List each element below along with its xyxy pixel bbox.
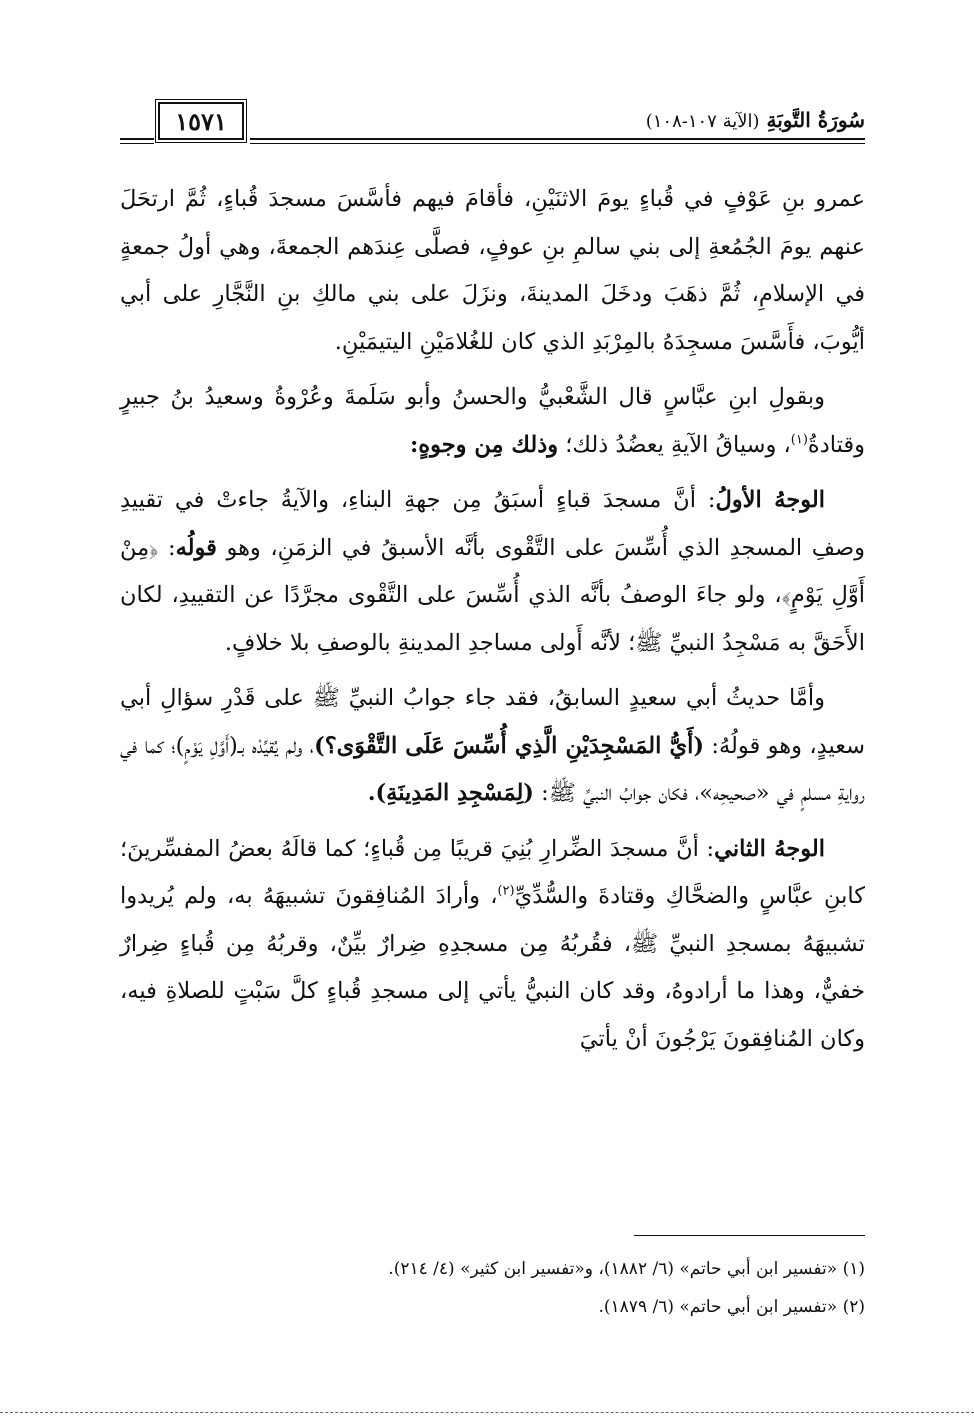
surah-title: سُورَةُ التَّوبَةِ [766,108,865,132]
header-rule-left-thin [120,143,154,144]
header-rule-left [120,138,154,140]
footnotes [120,1250,865,1326]
header-rule-right [250,138,865,140]
header-rule-right-thin [250,143,865,144]
paragraph-1: عمرو بنِ عَوْفٍ في قُباءٍ يومَ الاثنَيْنِ، فأقامَ فيهم فأسَّسَ مسجدَ قُباءٍ، ثُمَّ ارتحَلَ عنهم يومَ الجُمُعةِ إلى بني سالمِ بنِ عوفٍ، فصلَّى عِندَهم الجمعةَ، وهي أولُ جمعةٍ في الإسلامِ، ثُمَّ ذهَبَ ودخَلَ المدينةَ، ونزَلَ على بني مالكِ بنِ النَّجَّارِ على أبي أيُّوبَ، فأَسَّسَ مسجِدَهُ بالمِرْبَدِ الذي كان للغُلامَيْنِ اليتيمَيْنِ. [120,186,865,355]
footnote-2: (٢) «تفسير ابن أبي حاتم» (٦/ ١٨٧٩). [598,1297,865,1317]
running-title [646,108,865,132]
paragraph-4: وأمَّا حديثُ أبي سعيدٍ السابقُ، فقد جاء جوابُ النبيِّ ﷺ على قَدْرِ سؤالِ أبي سعيدٍ، وهو قولُهُ: (أَيُّ المَسْجِدَيْنِ الَّذِي أُسِّسَ عَلَى التَّقْوَى؟)، ولم يُقيِّدْه بـ(أَوَّلِ يَوْمٍ)؛ كما في روايةِ مسلمٍ في «صحيحِه»، فكان جوابُ النبيِّ ﷺ: (لِمَسْجِدِ المَدِينَةِ). [120,685,865,806]
footnote-ref-2[interactable]: (٢) [497,883,515,899]
page-number: ١٥٧١ [158,102,244,140]
scan-edge [0,1412,974,1415]
paragraph-5: الوجهُ الثاني: أنَّ مسجدَ الضِّرارِ بُنِيَ قريبًا مِن قُباءٍ؛ كما قالَهُ بعضُ المفسِّرينَ؛ كابنِ عبَّاسٍ والضحَّاكِ وقتادةَ والسُّدِّيِّ$^{(٢)}$، وأرادَ المُنافِقونَ تشبيهَهُ به، ولم يُريدوا تشبيهَهُ بمسجدِ النبيِّ ﷺ، فقُربُهُ مِن مسجدِهِ ضِرارٌ بيِّنٌ، وقربُهُ مِن قُباءٍ ضِرارٌ خفيٌّ، وهذا ما أرادوهُ، وقد كان النبيُّ يأتي إلى مسجدِ قُباءٍ كلَّ سَبْتٍ للصلاةِ فيه، وكان المُنافِقونَ يَرْجُونَ أنْ يأتيَ [120,835,865,1052]
section-lead-second: الوجهُ الثاني [714,835,825,862]
paragraph-3: الوجهُ الأولُ: أنَّ مسجدَ قباءٍ أسبَقُ مِن جهةِ البناءِ، والآيةُ جاءتْ في تقييدِ وصفِ المسجدِ الذي أُسِّسَ على التَّقْوى بأنَّه الأسبقُ في الزمَنِ، وهو قولُه: ﴿مِنْ أَوَّلِ يَوْمٍ﴾، ولو جاءَ الوصفُ بأنَّه الذي أُسِّسَ على التَّقْوى مجرَّدًا عن التقييدِ، لكان الأَحَقَّ به مَسْجِدُ النبيِّ ﷺ؛ لأنَّه أَولى مساجدِ المدينةِ بالوصفِ بلا خلافٍ. [120,487,865,656]
ayah-range: (الآية ١٠٧-١٠٨) [645,111,760,132]
page-header [120,100,865,158]
section-lead-first: الوجهُ الأولُ [715,487,826,513]
main-text [120,176,865,1071]
footnote-separator [634,1235,865,1236]
paragraph-2: وبقولِ ابنِ عبَّاسٍ قال الشَّعْبيُّ والحسنُ وأبو سَلَمةَ وعُرْوةُ وسعيدُ بنُ جبيرٍ وقتادةُ$^{(١)}$، وسياقُ الآيةِ يعضُدُ ذلك؛ وذلك مِن وجوهٍ: [120,384,865,458]
footnote-ref-1[interactable]: (١) [790,432,808,447]
footnote-1: (١) «تفسير ابن أبي حاتم» (٦/ ١٨٨٢)، و«تفسير ابن كثير» (٤/ ٢١٤). [388,1259,865,1279]
